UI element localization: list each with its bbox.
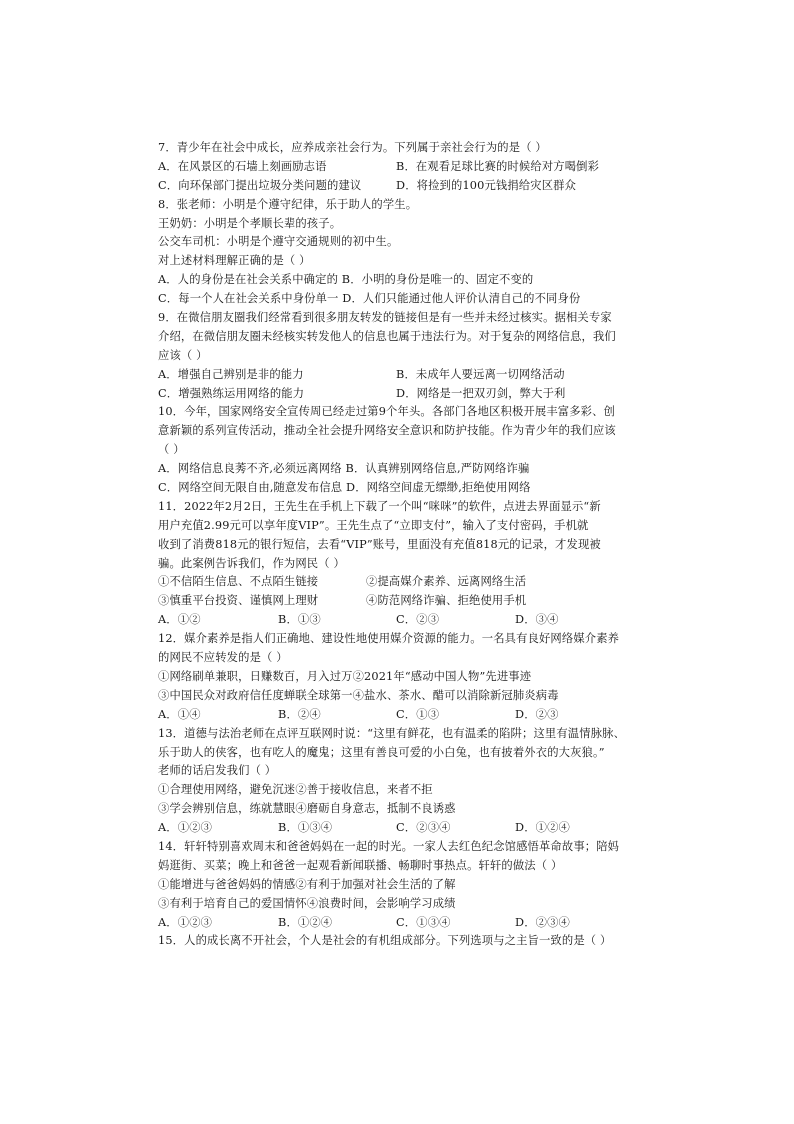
question-9-stem: 9．在微信朋友圈我们经常看到很多朋友转发的链接但是有一些并未经过核实。据相关专家 (158, 311, 612, 325)
question-8-line: 对上述材料理解正确的是（ ） (158, 254, 311, 268)
option-c: C．增强熟练运用网络的能力 (158, 386, 305, 400)
question-9-options-ab (158, 366, 658, 385)
option-a: A．在风景区的石墙上刻画励志语 (158, 159, 327, 173)
option-b: B．①③ (278, 613, 321, 627)
statement-1: ①不信陌生信息、不点陌生链接 (158, 575, 319, 589)
statement-4: ④防范网络诈骗、拒绝使用手机 (366, 594, 527, 608)
option-c: C．①③ (396, 707, 440, 721)
option-d: D．②③ (515, 707, 559, 721)
question-8-line: 王奶奶：小明是个孝顺长辈的孩子。 (158, 216, 342, 230)
option-c: C．②③ (396, 613, 440, 627)
question-8 (158, 196, 658, 309)
question-12-options (158, 706, 658, 725)
question-14-stem: 14．轩轩特别喜欢周末和爸爸妈妈在一起的时光。一家人去红色纪念馆感悟革命故事；陪妈 (158, 839, 620, 853)
question-12 (158, 630, 658, 724)
question-11-line: 骗。此案例告诉我们，作为网民（ ） (158, 556, 345, 570)
question-9-options-cd (158, 385, 658, 404)
question-9-line: 介绍，在微信朋友圈未经核实转发他人的信息也属于违法行为。对于复杂的网络信息，我们 (158, 329, 616, 343)
question-11-line: 用户充值2.99元可以享年度VIP”。王先生点了“立即支付”，输入了支付密码，手机就 (158, 518, 589, 532)
question-14-statements-12: ①能增进与爸爸妈妈的情感②有利于加强对社会生活的了解 (158, 877, 456, 891)
question-12-statements-34: ③中国民众对政府信任度蝉联全球第一④盐水、茶水、醋可以消除新冠肺炎病毒 (158, 688, 559, 702)
question-11-options (158, 611, 658, 630)
question-10-options-cd: C．网络空间无限自由,随意发布信息 D．网络空间虚无缥缈,拒绝使用网络 (158, 481, 531, 495)
question-13-statements-34: ③学会辨别信息，练就慧眼④磨砺自身意志，抵制不良诱惑 (158, 802, 456, 816)
question-8-options-cd: C．每一个人在社会关系中身份单一 D．人们只能通过他人评价认清自己的不同身份 (158, 292, 581, 306)
question-7 (158, 139, 658, 196)
option-b: B．①③④ (278, 821, 333, 835)
option-c: C．①③④ (396, 915, 451, 929)
question-7-options-ab (158, 158, 658, 177)
question-13 (158, 725, 658, 838)
option-a: A．①④ (158, 707, 201, 721)
option-d: D．②③④ (515, 915, 570, 929)
question-14-line: 妈逛街、买菜；晚上和爸爸一起观看新闻联播、畅聊时事热点。轩轩的做法（ ） (158, 858, 563, 872)
option-d: D．网络是一把双刃剑，弊大于利 (396, 386, 566, 400)
option-c: C．向环保部门提出垃圾分类问题的建议 (158, 178, 362, 192)
question-15 (158, 932, 658, 951)
option-a: A．增强自己辨别是非的能力 (158, 367, 304, 381)
question-13-stem: 13．道德与法治老师在点评互联网时说：“这里有鲜花，也有温柔的陷阱；这里有温情脉脉、 (158, 726, 626, 740)
option-b: B．在观看足球比赛的时候给对方喝倒彩 (396, 159, 600, 173)
question-7-stem: 7．青少年在社会中成长，应养成亲社会行为。下列属于亲社会行为的是（ ） (158, 141, 547, 154)
question-13-statements-12: ①合理使用网络，避免沉迷②善于接收信息，来者不拒 (158, 783, 433, 797)
question-12-statements-12: ①网络刷单兼职，日赚数百，月入过万②2021年“感动中国人物”先进事迹 (158, 669, 532, 683)
option-d: D．将捡到的100元钱捐给灾区群众 (396, 178, 577, 192)
question-7-options-cd (158, 177, 658, 196)
question-13-line: 老师的话启发我们（ ） (158, 764, 277, 778)
question-11 (158, 498, 658, 630)
question-10-stem: 10．今年，国家网络安全宣传周已经走过第9个年头。各部门各地区积极开展丰富多彩、创 (158, 405, 615, 419)
question-14-options (158, 914, 658, 933)
question-15-stem: 15．人的成长离不开社会，个人是社会的有机组成部分。下列选项与之主旨一致的是（ ） (158, 934, 612, 948)
question-8-stem: 8．张老师：小明是个遵守纪律，乐于助人的学生。 (158, 197, 418, 211)
question-14 (158, 838, 658, 932)
option-d: D．①②④ (515, 821, 570, 835)
question-11-statements-34 (158, 592, 658, 611)
question-11-statements-12 (158, 573, 658, 592)
question-list (158, 139, 658, 951)
option-c: C．②③④ (396, 821, 451, 835)
option-b: B．①②④ (278, 915, 333, 929)
question-10 (158, 403, 658, 497)
option-d: D．③④ (515, 613, 559, 627)
question-10-line: （ ） (158, 443, 185, 457)
question-13-line: 乐于助人的侠客，也有吃人的魔鬼；这里有善良可爱的小白兔，也有披着外衣的大灰狼。” (158, 745, 605, 759)
question-14-statements-34: ③有利于培育自己的爱国情怀④浪费时间，会影响学习成绩 (158, 896, 456, 910)
question-10-options-ab: A．网络信息良莠不齐,必须远离网络 B．认真辨别网络信息,严防网络诈骗 (158, 462, 530, 476)
question-8-line: 公交车司机：小明是个遵守交通规则的初中生。 (158, 235, 399, 249)
option-a: A．①②③ (158, 821, 213, 835)
statement-3: ③慎重平台投资、谨慎网上理财 (158, 594, 319, 608)
question-12-stem: 12．媒介素养是指人们正确地、建设性地使用媒介资源的能力。一名具有良好网络媒介素养 (158, 632, 620, 646)
statement-2: ②提高媒介素养、远离网络生活 (366, 575, 527, 589)
question-8-options-ab: A．人的身份是在社会关系中确定的 B．小明的身份是唯一的、固定不变的 (158, 273, 534, 287)
question-9 (158, 309, 658, 403)
option-a: A．①②③ (158, 915, 213, 929)
question-11-stem: 11．2022年2月2日，王先生在手机上下载了一个叫“咪咪”的软件，点进去界面显示“新 (158, 499, 601, 513)
question-12-line: 的网民不应转发的是（ ） (158, 651, 288, 665)
option-b: B．未成年人要远离一切网络活动 (396, 367, 565, 381)
question-11-line: 收到了消费818元的银行短信，去看“VIP”账号，里面没有充值818元的记录，才发现被 (158, 537, 601, 551)
option-b: B．②④ (278, 707, 321, 721)
option-a: A．①② (158, 613, 201, 627)
question-13-options (158, 819, 658, 838)
question-10-line: 意新颖的系列宣传活动，推动全社会提升网络安全意识和防护技能。作为青少年的我们应该 (158, 424, 616, 438)
question-9-line: 应该（ ） (158, 348, 208, 362)
